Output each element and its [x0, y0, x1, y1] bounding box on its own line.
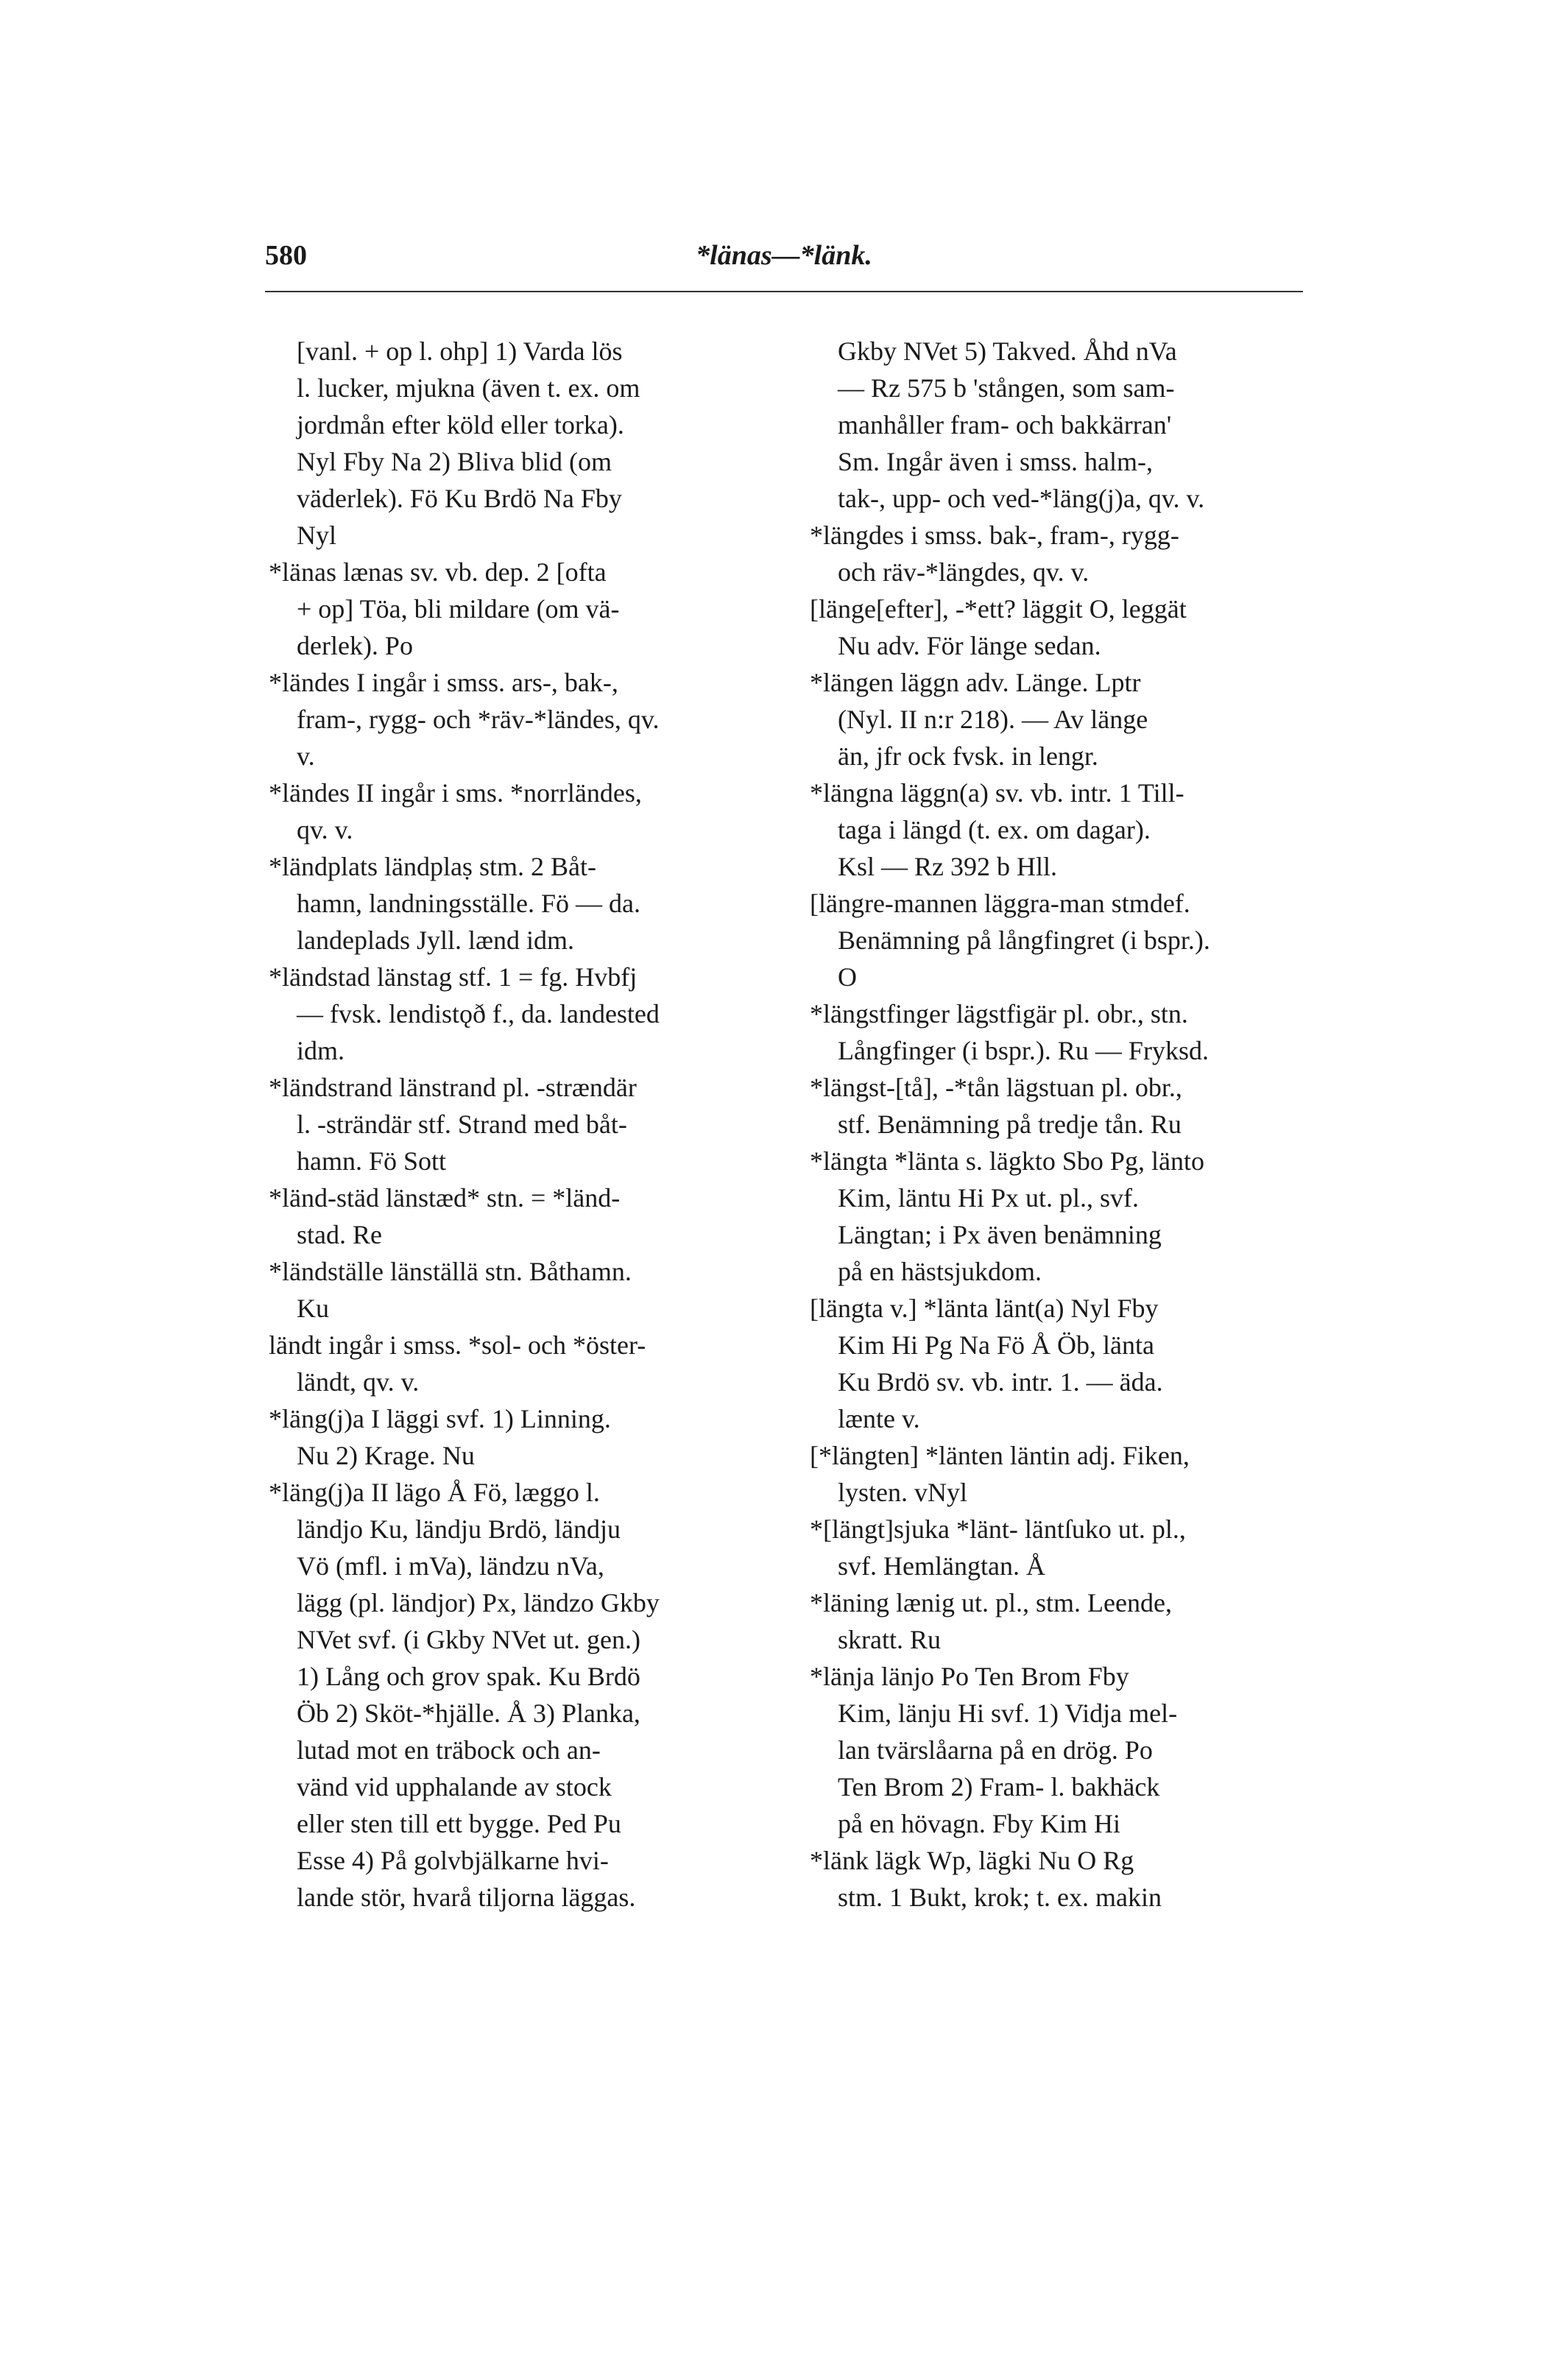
entry-continuation-line: Ten Brom 2) Fram- l. bakhäck [838, 1772, 1160, 1802]
entry-headword-line: [längre-mannen läggra-man stmdef. [810, 889, 1190, 918]
entry-continuation-line: stad. Re [297, 1220, 382, 1249]
entry-continuation-line: Gkby NVet 5) Takved. Åhd nVa [838, 336, 1177, 366]
entry-continuation-line: lan tvärslåarna på en drög. Po [838, 1735, 1153, 1765]
entry-continuation-line: Ku [297, 1294, 329, 1323]
entry-headword-line: *läng(j)a II lägo Å Fö, læggo l. [269, 1478, 600, 1507]
entry-continuation-line: O [838, 962, 857, 992]
entry-continuation-line: Öb 2) Sköt-*hjälle. Å 3) Planka, [297, 1698, 640, 1728]
entry-headword-line: *läng(j)a I läggi svf. 1) Linning. [269, 1404, 611, 1433]
entry-continuation-line: manhåller fram- och bakkärran' [838, 410, 1172, 440]
entry-continuation-line: Benämning på långfingret (i bspr.). [838, 925, 1210, 955]
entry-continuation-line: Långfinger (i bspr.). Ru — Fryksd. [838, 1036, 1209, 1065]
running-head: *länas—*länk. [696, 240, 872, 271]
entry-headword-line: *längta *länta s. lägkto Sbo Pg, länto [810, 1146, 1204, 1176]
entry-continuation-line: skratt. Ru [838, 1625, 941, 1654]
entry-headword-line: [länge[efter], -*ett? läggit O, leggät [810, 594, 1187, 624]
entry-continuation-line: stm. 1 Bukt, krok; t. ex. makin [838, 1883, 1162, 1912]
entry-headword-line: *ländstrand länstrand pl. -strændär [269, 1073, 637, 1102]
entry-continuation-line: Nu adv. För länge sedan. [838, 631, 1101, 660]
entry-headword-line: *ländes I ingår i smss. ars-, bak-, [269, 668, 618, 697]
entry-continuation-line: idm. [297, 1036, 345, 1065]
entry-headword-line: ländt ingår i smss. *sol- och *öster- [269, 1330, 646, 1360]
entry-continuation-line: fram-, rygg- och *räv-*ländes, qv. [297, 705, 660, 734]
page-header [265, 239, 1303, 291]
entry-continuation-line: än, jfr ock fvsk. in lengr. [838, 741, 1098, 771]
entry-headword-line: *längstfinger lägstfigär pl. obr., stn. [810, 999, 1188, 1029]
entry-continuation-line: Vö (mfl. i mVa), ländzu nVa, [297, 1551, 604, 1581]
entry-continuation-line: vänd vid upphalande av stock [297, 1772, 612, 1802]
entry-continuation-line: Kim, läntu Hi Px ut. pl., svf. [838, 1183, 1140, 1213]
entry-continuation-line: hamn. Fö Sott [297, 1146, 447, 1176]
entry-headword-line: [*längten] *länten läntin adj. Fiken, [810, 1441, 1190, 1470]
entry-continuation-line: ländjo Ku, ländju Brdö, ländju [297, 1514, 621, 1544]
entry-continuation-line: qv. v. [297, 815, 353, 844]
entry-continuation-line: landeplads Jyll. lænd idm. [297, 925, 574, 955]
entry-continuation-line: på en hövagn. Fby Kim Hi [838, 1809, 1120, 1838]
entry-headword-line: *läning lænig ut. pl., stm. Leende, [810, 1588, 1172, 1618]
entry-headword-line: *ländstad länstag stf. 1 = fg. Hvbfj [269, 962, 638, 992]
entry-continuation-line: hamn, landningsställe. Fö — da. [297, 889, 640, 918]
entry-continuation-line: Esse 4) På golvbjälkarne hvi- [297, 1846, 609, 1875]
entry-continuation-line: Nyl Fby Na 2) Bliva blid (om [297, 447, 612, 476]
entry-continuation-line: svf. Hemlängtan. Å [838, 1551, 1045, 1581]
entry-continuation-line: ländt, qv. v. [297, 1367, 420, 1397]
entry-headword-line: *längna läggn(a) sv. vb. intr. 1 Till- [810, 778, 1184, 808]
entry-continuation-line: Ku Brdö sv. vb. intr. 1. — äda. [838, 1367, 1163, 1397]
entry-headword-line: [längta v.] *länta länt(a) Nyl Fby [810, 1294, 1159, 1323]
entry-continuation-line: v. [297, 741, 315, 771]
entry-continuation-line: NVet svf. (i Gkby NVet ut. gen.) [297, 1625, 640, 1654]
entry-continuation-line: Nu 2) Krage. Nu [297, 1441, 475, 1470]
entry-continuation-line: och räv-*längdes, qv. v. [838, 557, 1090, 587]
entry-continuation-line: — Rz 575 b 'stången, som sam- [838, 373, 1175, 403]
entry-continuation-line: Ksl — Rz 392 b Hll. [838, 852, 1058, 881]
entry-continuation-line: lutad mot en träbock och an- [297, 1735, 601, 1765]
entry-continuation-line: — fvsk. lendistǫð f., da. landested [297, 999, 660, 1029]
entry-headword-line: *ländställe länställä stn. Båthamn. [269, 1257, 632, 1286]
entry-headword-line: *ländes II ingår i sms. *norrländes, [269, 778, 642, 808]
entry-continuation-line: derlek). Po [297, 631, 413, 660]
entry-headword-line: *längst-[tå], -*tån lägstuan pl. obr., [810, 1073, 1182, 1102]
entry-continuation-line: lägg (pl. ländjor) Px, ländzo Gkby [297, 1588, 660, 1618]
entry-headword-line: *längdes i smss. bak-, fram-, rygg- [810, 521, 1179, 550]
entry-continuation-line: tak-, upp- och ved-*läng(j)a, qv. v. [838, 484, 1205, 513]
entry-continuation-line: Nyl [297, 521, 336, 550]
entry-continuation-line: stf. Benämning på tredje tån. Ru [838, 1110, 1182, 1139]
entry-continuation-line: + op] Töa, bli mildare (om vä- [297, 594, 620, 624]
entry-headword-line: *länk lägk Wp, lägki Nu O Rg [810, 1846, 1134, 1875]
entry-continuation-line: Kim Hi Pg Na Fö Å Öb, länta [838, 1330, 1154, 1360]
left-column [269, 333, 762, 1916]
entry-continuation-line: 1) Lång och grov spak. Ku Brdö [297, 1662, 640, 1691]
entry-continuation-line: Kim, länju Hi svf. 1) Vidja mel- [838, 1698, 1178, 1728]
entry-continuation-line: väderlek). Fö Ku Brdö Na Fby [297, 484, 622, 513]
entry-continuation-line: (Nyl. II n:r 218). — Av länge [838, 705, 1148, 734]
entry-continuation-line: l. lucker, mjukna (även t. ex. om [297, 373, 640, 403]
entry-continuation-line: taga i längd (t. ex. om dagar). [838, 815, 1151, 844]
entry-continuation-line: Sm. Ingår även i smss. halm-, [838, 447, 1153, 476]
entry-continuation-line: lænte v. [838, 1404, 920, 1433]
entry-headword-line: *länja länjo Po Ten Brom Fby [810, 1662, 1129, 1691]
entry-continuation-line: lande stör, hvarå tiljorna läggas. [297, 1883, 636, 1912]
entry-headword-line: *ländplats ländplaṣ stm. 2 Båt- [269, 852, 596, 881]
entry-headword-line: *länd-städ länstæd* stn. = *länd- [269, 1183, 621, 1213]
entry-continuation-line: l. -strändär stf. Strand med båt- [297, 1110, 627, 1139]
right-column [810, 333, 1303, 1916]
entry-continuation-line: eller sten till ett bygge. Ped Pu [297, 1809, 621, 1838]
entry-continuation-line: [vanl. + op l. ohp] 1) Varda lös [297, 336, 623, 366]
entry-continuation-line: lysten. vNyl [838, 1478, 967, 1507]
entry-headword-line: *[längt]sjuka *länt- läntſuko ut. pl., [810, 1514, 1186, 1544]
entry-continuation-line: på en hästsjukdom. [838, 1257, 1042, 1286]
header-rule [265, 291, 1303, 292]
entry-headword-line: *längen läggn adv. Länge. Lptr [810, 668, 1141, 697]
entry-continuation-line: jordmån efter köld eller torka). [297, 410, 624, 440]
page-number: 580 [265, 240, 307, 271]
entry-headword-line: *länas lænas sv. vb. dep. 2 [ofta [269, 557, 607, 587]
entry-continuation-line: Längtan; i Px även benämning [838, 1220, 1162, 1249]
